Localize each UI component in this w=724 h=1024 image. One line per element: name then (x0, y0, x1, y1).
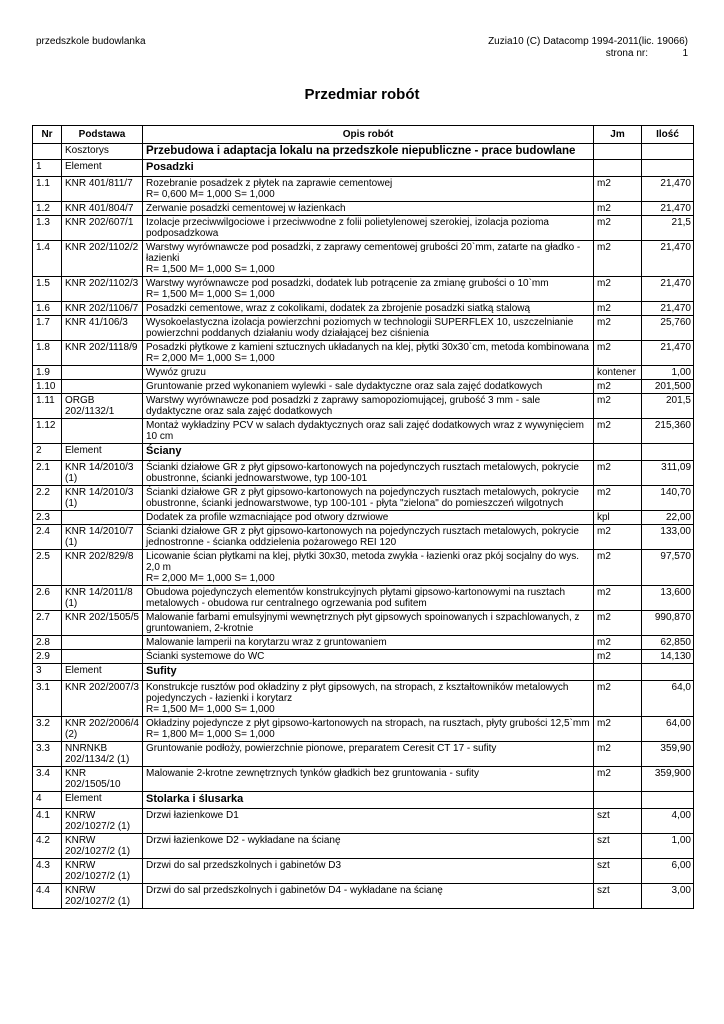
cell-podstawa (62, 366, 143, 380)
cell-podstawa (62, 419, 143, 444)
cell-opis: Gruntowanie przed wykonaniem wylewki - sale dydaktyczne oraz sala zajęć dodatkowych (143, 380, 594, 394)
cell-podstawa: KNR 202/607/1 (62, 216, 143, 241)
cell-podstawa: KNR 401/804/7 (62, 202, 143, 216)
cell-jm: m2 (594, 681, 642, 717)
table-row (33, 742, 694, 767)
cell-podstawa: KNR 202/2006/4 (2) (62, 717, 143, 742)
cell-jm: m2 (594, 650, 642, 664)
cell-ilosc: 359,900 (642, 767, 694, 792)
cell-podstawa: KNR 202/1106/7 (62, 302, 143, 316)
cell-jm: m2 (594, 767, 642, 792)
cell-jm: m2 (594, 461, 642, 486)
cell-opis: Posadzki cementowe, wraz z cokolikami, dodatek za zbrojenie posadzki siatką stalową (143, 302, 594, 316)
cell-nr: 1.1 (33, 177, 62, 202)
col-header-nr: Nr (33, 126, 62, 144)
cell-podstawa: KNR 202/1102/3 (62, 277, 143, 302)
cell-jm: m2 (594, 341, 642, 366)
table-row (33, 511, 694, 525)
cell-opis: Wysokoelastyczna izolacja powierzchni poziomych w technologii SUPERFLEX 10, uszczelnianie powierzchni poddanych działaniu wody działającej bez ciśnienia (143, 316, 594, 341)
cell-jm: szt (594, 859, 642, 884)
cell-nr: 1.4 (33, 241, 62, 277)
cell-opis: Ścianki działowe GR z płyt gipsowo-kartonowych na pojedynczych rusztach metalowych, pokrycie jednostronne - ścianka oddzielenia pożarowego REI 120 (143, 525, 594, 550)
cell-ilosc: 25,760 (642, 316, 694, 341)
cell-opis: Warstwy wyrównawcze pod posadzki, dodatek lub potrącenie za zmianę grubości o 10`mm R= 1,500 M= 1,000 S= 1,000 (143, 277, 594, 302)
cell-nr: 4.4 (33, 884, 62, 909)
cell-podstawa: Element (62, 160, 143, 177)
header-right (488, 36, 688, 60)
cell-jm: m2 (594, 586, 642, 611)
cell-nr: 1.9 (33, 366, 62, 380)
cell-ilosc: 21,5 (642, 216, 694, 241)
cell-opis: Rozebranie posadzek z płytek na zaprawie cementowej R= 0,600 M= 1,000 S= 1,000 (143, 177, 594, 202)
cell-jm: m2 (594, 241, 642, 277)
cell-opis: Drzwi do sal przedszkolnych i gabinetów D4 - wykładane na ścianę (143, 884, 594, 909)
cell-opis: Posadzki płytkowe z kamieni sztucznych układanych na klej, płytki 30x30`cm, metoda kombinowana R= 2,000 M= 1,000 S= 1,000 (143, 341, 594, 366)
cell-ilosc: 201,500 (642, 380, 694, 394)
cell-ilosc: 201,5 (642, 394, 694, 419)
cell-jm: kpl (594, 511, 642, 525)
table-row (33, 241, 694, 277)
cell-podstawa: KNR 202/1118/9 (62, 341, 143, 366)
cell-nr: 1.3 (33, 216, 62, 241)
cell-nr: 1.10 (33, 380, 62, 394)
table-row (33, 486, 694, 511)
kosztorys-label: Kosztorys (62, 144, 143, 160)
cell-jm: m2 (594, 380, 642, 394)
cell-nr: 1.12 (33, 419, 62, 444)
section-row (33, 444, 694, 461)
table-row (33, 302, 694, 316)
cell-podstawa (62, 380, 143, 394)
table-row (33, 316, 694, 341)
cell-opis: Warstwy wyrównawcze pod posadzki z zaprawy samopoziomującej, grubość 3 mm - sale dydaktyczne oraz sala zajęć dodatkowych (143, 394, 594, 419)
table-row (33, 461, 694, 486)
cell-nr: 1.11 (33, 394, 62, 419)
cell-opis: Ścianki systemowe do WC (143, 650, 594, 664)
cell-jm: m2 (594, 550, 642, 586)
cell-jm: m2 (594, 316, 642, 341)
cell-podstawa: KNR 14/2010/3 (1) (62, 486, 143, 511)
cell-nr: 3.3 (33, 742, 62, 767)
table-header-row (33, 126, 694, 144)
cell-nr: 2.3 (33, 511, 62, 525)
cell-opis: Zerwanie posadzki cementowej w łazienkach (143, 202, 594, 216)
cell-ilosc: 21,470 (642, 302, 694, 316)
cell-nr: 4.3 (33, 859, 62, 884)
cell-podstawa (62, 636, 143, 650)
cell-podstawa: KNR 14/2011/8 (1) (62, 586, 143, 611)
cell-jm: m2 (594, 419, 642, 444)
header-program-info: Zuzia10 (C) Datacomp 1994-2011(lic. 19066) (488, 36, 688, 47)
section-row (33, 792, 694, 809)
cell-jm: m2 (594, 394, 642, 419)
cell-ilosc: 140,70 (642, 486, 694, 511)
table-row (33, 681, 694, 717)
cell-nr: 2.4 (33, 525, 62, 550)
table-row (33, 767, 694, 792)
table-row (33, 834, 694, 859)
cell-jm: m2 (594, 636, 642, 650)
cell-ilosc: 64,0 (642, 681, 694, 717)
table-row (33, 884, 694, 909)
cell-jm: m2 (594, 717, 642, 742)
table-row (33, 717, 694, 742)
table-row (33, 341, 694, 366)
cell-podstawa: KNRW 202/1027/2 (1) (62, 834, 143, 859)
cell-opis: Licowanie ścian płytkami na klej, płytki 30x30, metoda zwykła - łazienki oraz pkój socjalny do wys. 2,0 m R= 2,000 M= 1,000 S= 1,000 (143, 550, 594, 586)
cell-podstawa: KNR 202/1505/5 (62, 611, 143, 636)
cell-ilosc (642, 792, 694, 809)
cell-podstawa: Element (62, 792, 143, 809)
cell-opis: Malowanie farbami emulsyjnymi wewnętrznych płyt gipsowych spoinowanych i szpachlowanych, z gruntowaniem, 2-krotnie (143, 611, 594, 636)
cell-podstawa: KNR 41/106/3 (62, 316, 143, 341)
cell-jm (594, 664, 642, 681)
table-row (33, 366, 694, 380)
table-row (33, 611, 694, 636)
cell-ilosc: 4,00 (642, 809, 694, 834)
table-row (33, 277, 694, 302)
page-title: Przedmiar robót (304, 86, 420, 103)
cell-podstawa: KNR 401/811/7 (62, 177, 143, 202)
cell-jm: m2 (594, 177, 642, 202)
cell-jm: m2 (594, 611, 642, 636)
cell-jm: szt (594, 884, 642, 909)
cell-nr: 2.1 (33, 461, 62, 486)
section-row (33, 160, 694, 177)
table-row (33, 202, 694, 216)
cell-jm: m2 (594, 216, 642, 241)
cell-podstawa: KNR 14/2010/7 (1) (62, 525, 143, 550)
cell-jm: m2 (594, 302, 642, 316)
cell-jm: szt (594, 834, 642, 859)
cell-nr: 4 (33, 792, 62, 809)
cell-opis: Ścianki działowe GR z płyt gipsowo-kartonowych na pojedynczych rusztach metalowych, pokrycie obustronne, ścianki jednowarstwowe, typ 100-101 (143, 461, 594, 486)
col-header-opis: Opis robót (143, 126, 594, 144)
cell-nr: 2.8 (33, 636, 62, 650)
cell-ilosc: 990,870 (642, 611, 694, 636)
table-row (33, 809, 694, 834)
cell-jm (594, 444, 642, 461)
cell-jm (594, 792, 642, 809)
cell-podstawa: KNR 202/2007/3 (62, 681, 143, 717)
cell-opis: Wywóz gruzu (143, 366, 594, 380)
cell-nr: 3.4 (33, 767, 62, 792)
cell-podstawa: KNR 202/1102/2 (62, 241, 143, 277)
kosztorys-title: Przebudowa i adaptacja lokalu na przedszkole niepubliczne - prace budowlane (143, 144, 594, 160)
table-row (33, 177, 694, 202)
table-row (33, 216, 694, 241)
cell-podstawa: NNRNKB 202/1134/2 (1) (62, 742, 143, 767)
cell-nr: 1.7 (33, 316, 62, 341)
col-header-ilosc: Ilość (642, 126, 694, 144)
cell-nr: 3.1 (33, 681, 62, 717)
cell-opis: Ścianki działowe GR z płyt gipsowo-kartonowych na pojedynczych rusztach metalowych, pokrycie obustronne, ścianki jednowarstwowe, typ 100-101 - płyta "zielona" do pomieszczeń wilgotnych (143, 486, 594, 511)
cell-opis: Konstrukcje rusztów pod okładziny z płyt gipsowych, na stropach, z kształtowników metalowych pojedynczych - łazienki i korytarz R= 1,500 M= 1,000 S= 1,000 (143, 681, 594, 717)
table-row (33, 394, 694, 419)
cell-nr: 1.2 (33, 202, 62, 216)
header-page (488, 48, 688, 60)
cell-jm: kontener (594, 366, 642, 380)
cell-jm: m2 (594, 525, 642, 550)
cell-opis: Drzwi łazienkowe D2 - wykładane na ścianę (143, 834, 594, 859)
cell-ilosc: 1,00 (642, 834, 694, 859)
cell-nr: 2.7 (33, 611, 62, 636)
cell-ilosc: 6,00 (642, 859, 694, 884)
table-row (33, 525, 694, 550)
cell-jm (594, 160, 642, 177)
cell-nr: 2.6 (33, 586, 62, 611)
cell-opis: Izolacje przeciwwilgociowe i przeciwwodne z folii polietylenowej szerokiej, izolacja pozioma podposadzkowa (143, 216, 594, 241)
cell-nr: 2.5 (33, 550, 62, 586)
cell-opis: Malowanie 2-krotne zewnętrznych tynków gładkich bez gruntowania - sufity (143, 767, 594, 792)
cell-podstawa: KNR 202/829/8 (62, 550, 143, 586)
cell-ilosc: 359,90 (642, 742, 694, 767)
cell-ilosc: 1,00 (642, 366, 694, 380)
cell-opis: Gruntowanie podłoży, powierzchnie pionowe, preparatem Ceresit CT 17 - sufity (143, 742, 594, 767)
cell-ilosc: 22,00 (642, 511, 694, 525)
cell-nr: 2 (33, 444, 62, 461)
cell-opis: Sufity (143, 664, 594, 681)
cell-podstawa: KNRW 202/1027/2 (1) (62, 884, 143, 909)
header-left: przedszkole budowlanka (36, 36, 146, 47)
cell-opis: Malowanie lamperii na korytarzu wraz z gruntowaniem (143, 636, 594, 650)
cell-jm: m2 (594, 486, 642, 511)
cell-opis: Montaż wykładziny PCV w salach dydaktycznych oraz sali zajęć dodatkowych wraz z wywynięciem 10 cm (143, 419, 594, 444)
cell-nr: 3 (33, 664, 62, 681)
estimate-table (32, 125, 694, 909)
cell-nr: 1.8 (33, 341, 62, 366)
cell-podstawa: Element (62, 444, 143, 461)
cell-ilosc: 311,09 (642, 461, 694, 486)
cell-podstawa: KNRW 202/1027/2 (1) (62, 809, 143, 834)
table-row (33, 859, 694, 884)
table-row (33, 586, 694, 611)
cell-ilosc (642, 160, 694, 177)
section-row (33, 664, 694, 681)
table-row (33, 636, 694, 650)
cell-opis: Posadzki (143, 160, 594, 177)
cell-podstawa: KNR 202/1505/10 (62, 767, 143, 792)
cell-ilosc: 215,360 (642, 419, 694, 444)
cell-opis: Okładziny pojedyncze z płyt gipsowo-kartonowych na stropach, na rusztach, płyty grubości 12,5`mm R= 1,800 M= 1,000 S= 1,000 (143, 717, 594, 742)
cell-opis: Obudowa pojedynczych elementów konstrukcyjnych płytami gipsowo-kartonowymi na rusztach metalowych - obudowa rur centralnego ogrzewania pod sufitem (143, 586, 594, 611)
cell-ilosc: 14,130 (642, 650, 694, 664)
cell-nr: 1 (33, 160, 62, 177)
cell-ilosc: 3,00 (642, 884, 694, 909)
cell-ilosc: 133,00 (642, 525, 694, 550)
cell-opis: Warstwy wyrównawcze pod posadzki, z zaprawy cementowej grubości 20`mm, zatarte na gładko - łazienki R= 1,500 M= 1,000 S= 1,000 (143, 241, 594, 277)
cell-ilosc: 21,470 (642, 241, 694, 277)
cell-nr: 1.5 (33, 277, 62, 302)
cell-ilosc: 64,00 (642, 717, 694, 742)
cell-podstawa: KNR 14/2010/3 (1) (62, 461, 143, 486)
page-number: 1 (682, 48, 688, 59)
cell-opis: Stolarka i ślusarka (143, 792, 594, 809)
col-header-podstawa: Podstawa (62, 126, 143, 144)
cell-jm: szt (594, 809, 642, 834)
page-label: strona nr: (605, 48, 648, 59)
cell-nr: 2.2 (33, 486, 62, 511)
table-row (33, 650, 694, 664)
cell-opis: Drzwi do sal przedszkolnych i gabinetów D3 (143, 859, 594, 884)
cell-ilosc: 21,470 (642, 177, 694, 202)
cell-podstawa: KNRW 202/1027/2 (1) (62, 859, 143, 884)
cell-ilosc: 21,470 (642, 341, 694, 366)
cell-podstawa (62, 511, 143, 525)
cell-ilosc (642, 444, 694, 461)
cell-ilosc: 21,470 (642, 277, 694, 302)
kosztorys-row (33, 144, 694, 160)
cell-jm: m2 (594, 202, 642, 216)
cell-podstawa (62, 650, 143, 664)
table-row (33, 419, 694, 444)
table-row (33, 550, 694, 586)
cell-ilosc: 62,850 (642, 636, 694, 650)
cell-nr: 2.9 (33, 650, 62, 664)
col-header-jm: Jm (594, 126, 642, 144)
cell-podstawa: Element (62, 664, 143, 681)
cell-opis: Dodatek za profile wzmacniające pod otwory dzrwiowe (143, 511, 594, 525)
cell-nr: 1.6 (33, 302, 62, 316)
cell-podstawa: ORGB 202/1132/1 (62, 394, 143, 419)
cell-jm: m2 (594, 742, 642, 767)
table-row (33, 380, 694, 394)
cell-jm: m2 (594, 277, 642, 302)
cell-nr: 4.2 (33, 834, 62, 859)
cell-ilosc: 21,470 (642, 202, 694, 216)
cell-ilosc: 13,600 (642, 586, 694, 611)
cell-nr: 4.1 (33, 809, 62, 834)
cell-opis: Drzwi łazienkowe D1 (143, 809, 594, 834)
cell-ilosc (642, 664, 694, 681)
cell-ilosc: 97,570 (642, 550, 694, 586)
cell-nr: 3.2 (33, 717, 62, 742)
cell-opis: Ściany (143, 444, 594, 461)
